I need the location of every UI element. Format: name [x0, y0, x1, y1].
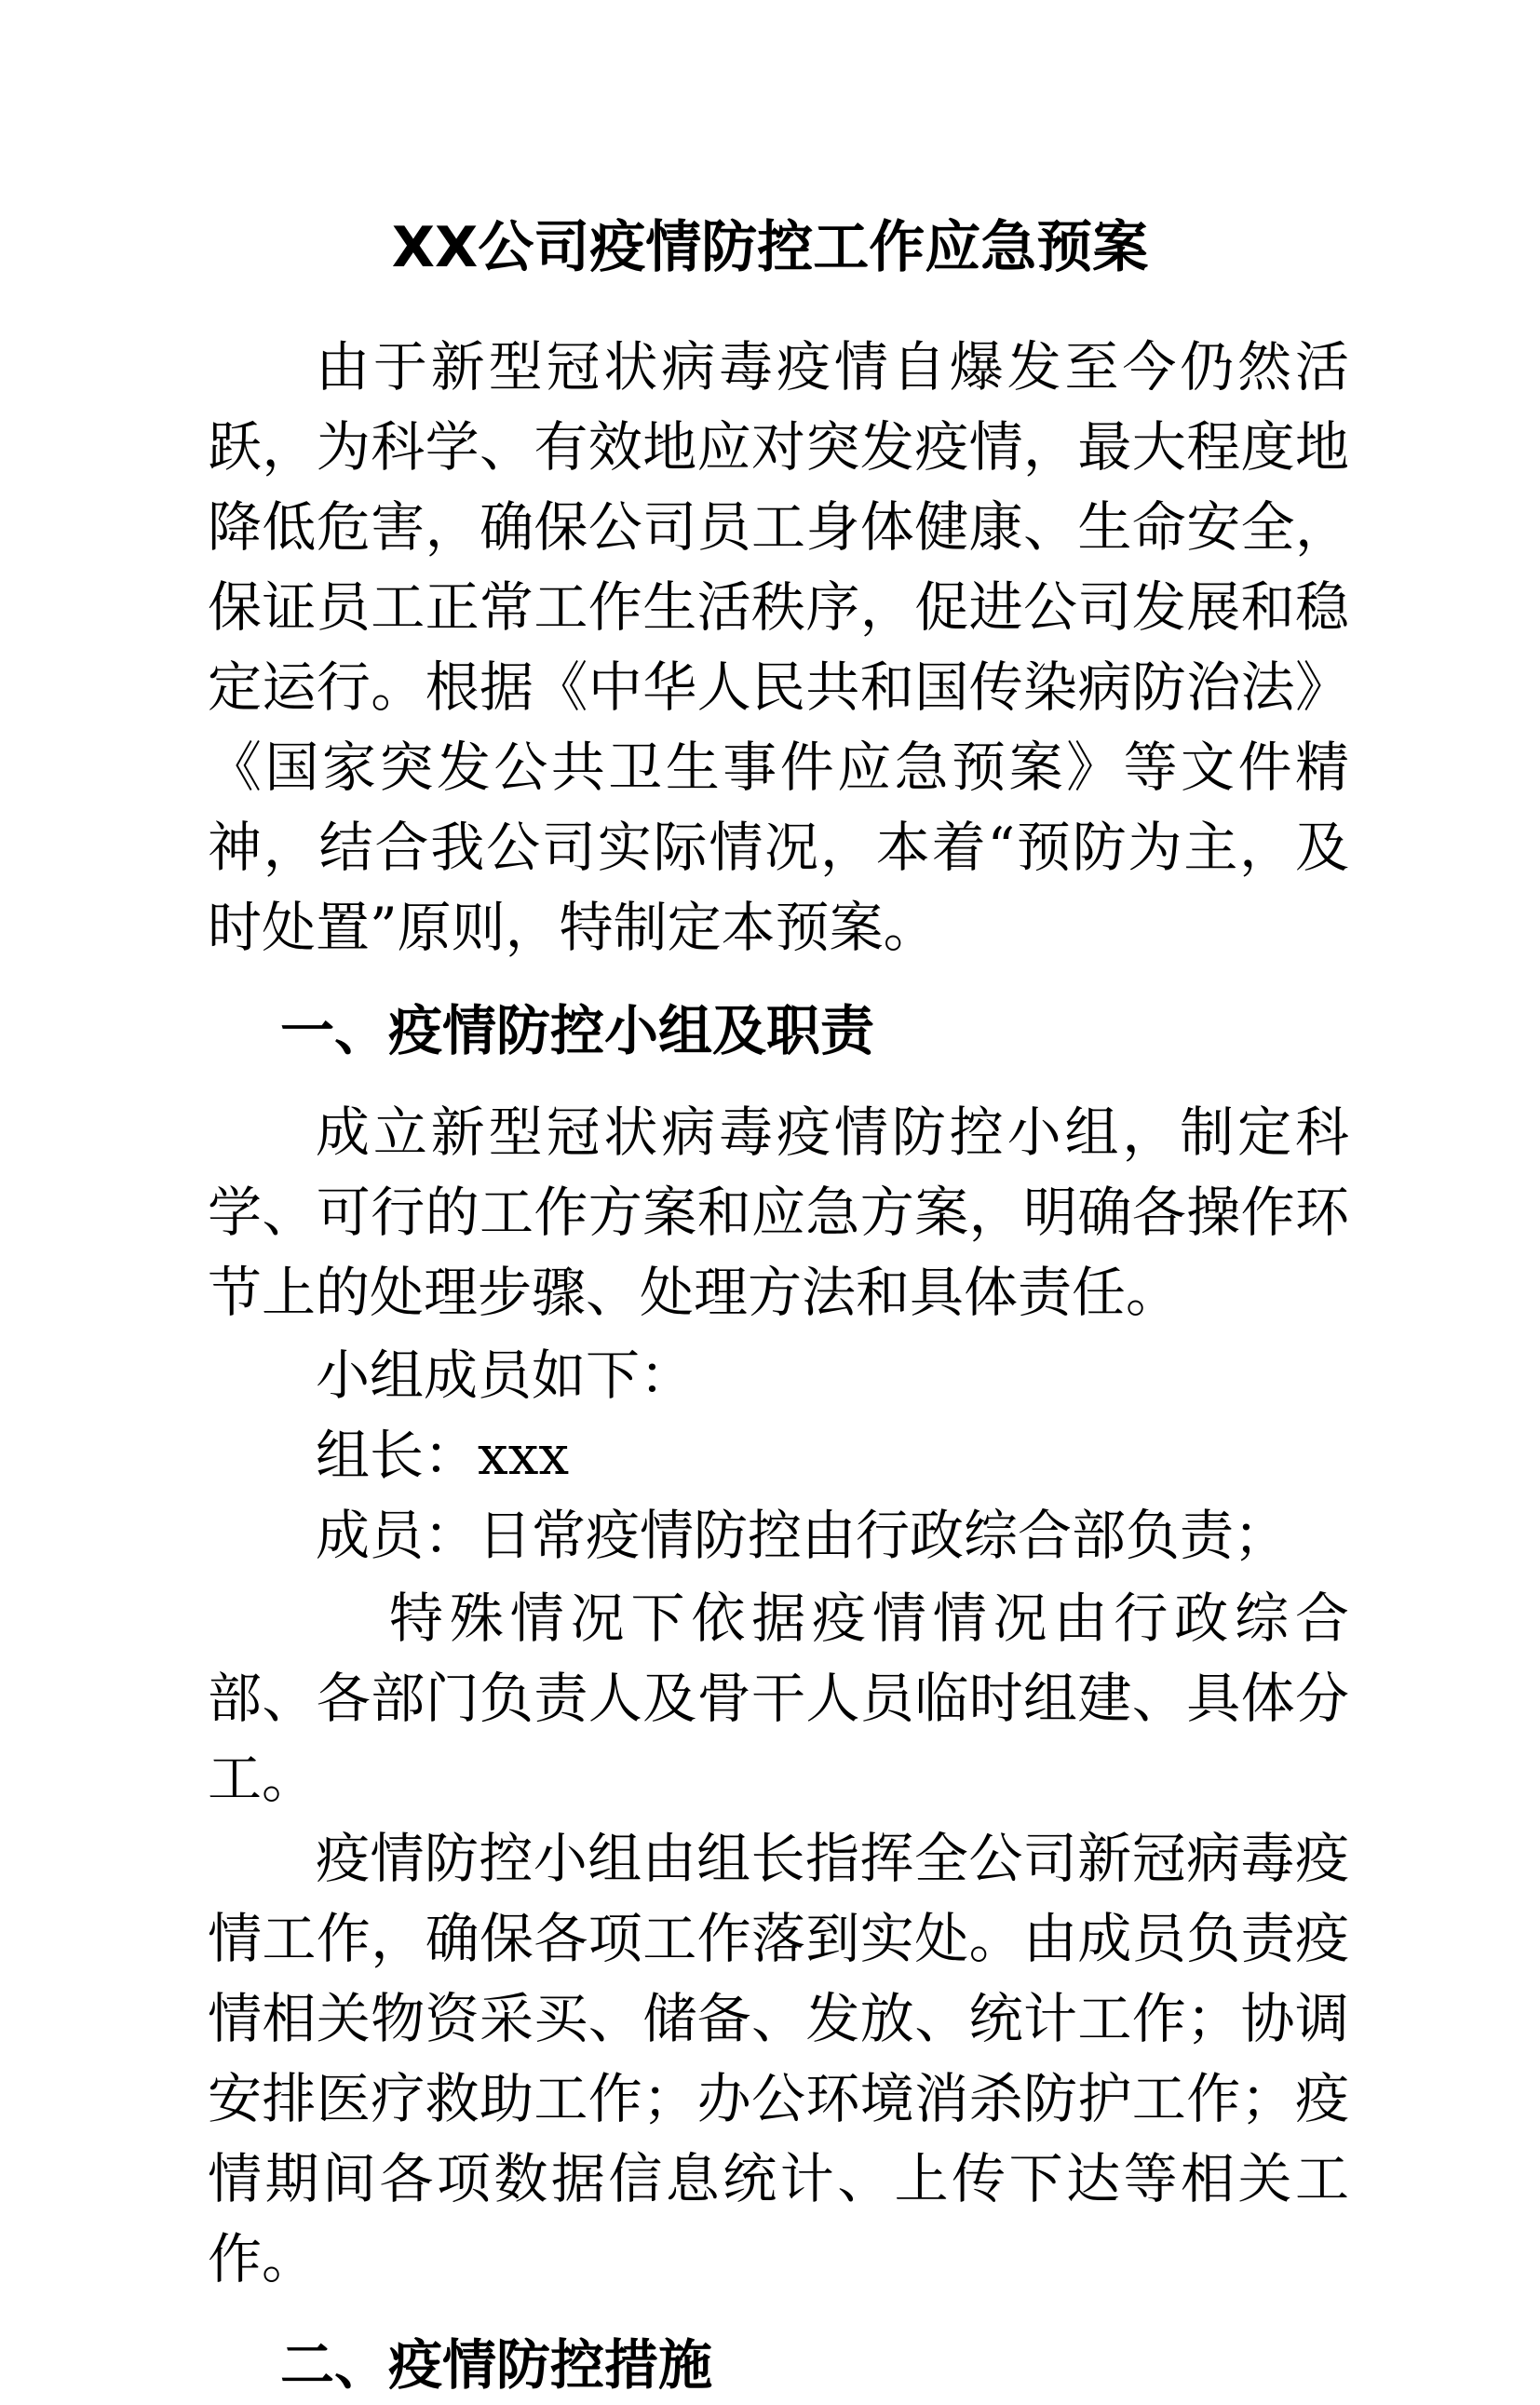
section-1-duties-paragraph: 疫情防控小组由组长指挥全公司新冠病毒疫情工作，确保各项工作落到实处。由成员负责疫情相关物资采买、储备、发放、统计工作；协调安排医疗救助工作；办公环境消杀防护工作；疫情期间各项数据信息统计、上传下达等相关工作。	[208, 1827, 1349, 2290]
section-1-heading: 一、疫情防控小组及职责	[280, 999, 875, 1062]
document-body	[208, 327, 1349, 2405]
document-title: XX公司疫情防控工作应急预案	[391, 215, 1149, 280]
members-intro: 小组成员如下：	[316, 1344, 695, 1407]
intro-paragraph: 由于新型冠状病毒疫情自爆发至今仍然活跃，为科学、有效地应对突发疫情，最大程度地降低危害，确保公司员工身体健康、生命安全，保证员工正常工作生活秩序，促进公司发展和稳定运行。根据《中华人民共和国传染病防治法》《国家突发公共卫生事件应急预案》等文件精神，结合我公司实际情况，本着“预防为主，及时处置”原则，特制定本预案。	[208, 335, 1349, 959]
members-special-paragraph: 特殊情况下依据疫情情况由行政综合部、各部门负责人及骨干人员临时组建、具体分工。	[208, 1587, 1349, 1810]
members-line: 成员：日常疫情防控由行政综合部负责；	[316, 1504, 1289, 1567]
section-2-heading: 二、疫情防控措施	[280, 2333, 713, 2397]
section-1-paragraph: 成立新型冠状病毒疫情防控小组，制定科学、可行的工作方案和应急方案，明确各操作环节上的处理步骤、处理方法和具体责任。	[208, 1101, 1349, 1324]
leader-line: 组长：xxx	[316, 1424, 570, 1487]
